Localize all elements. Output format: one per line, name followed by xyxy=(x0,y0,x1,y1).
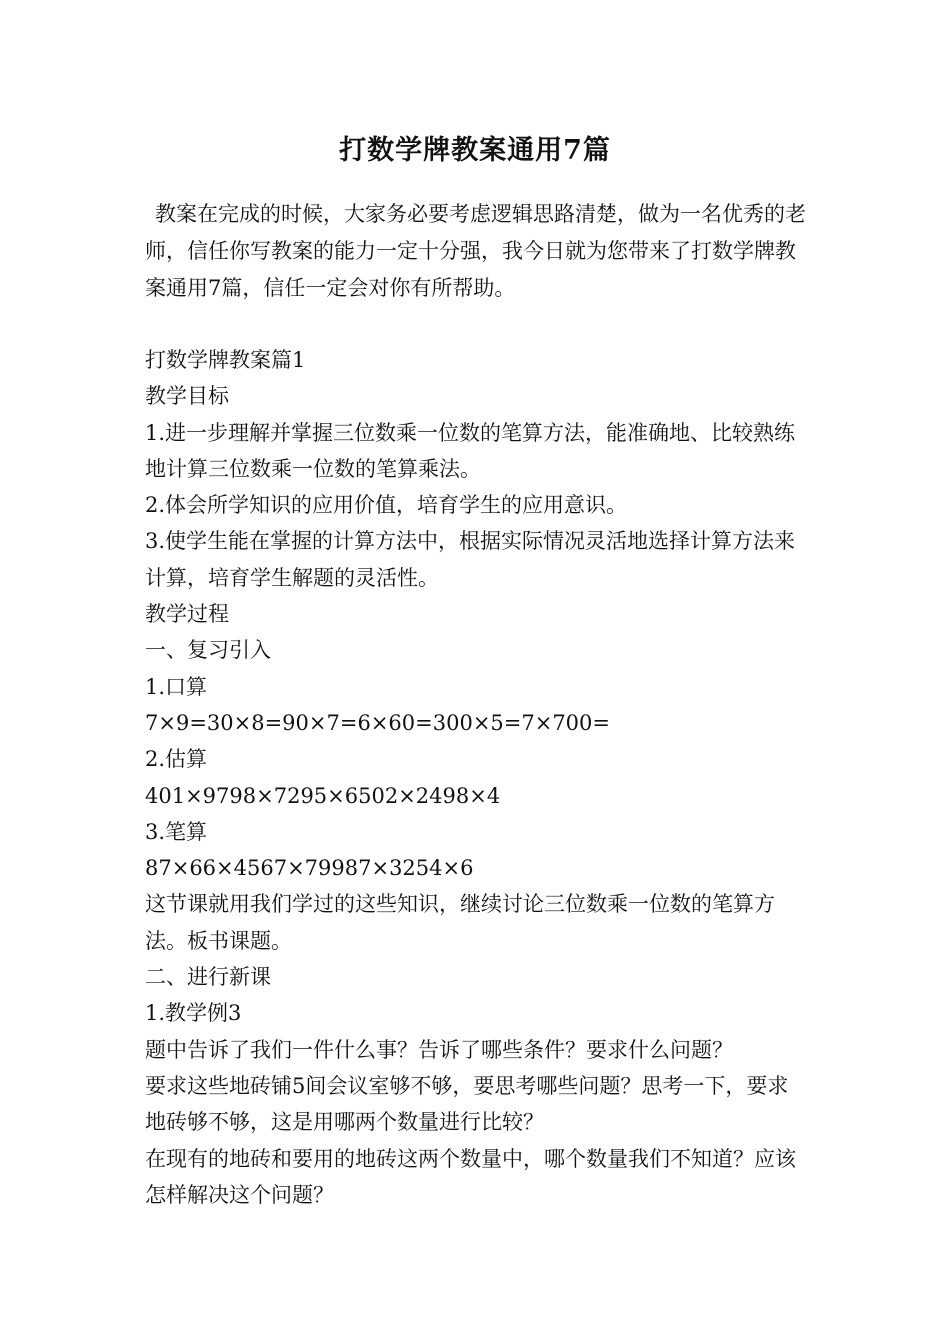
body-paragraph: 1.口算 xyxy=(145,674,208,699)
math-line: 87×66×4567×79987×3254×6 xyxy=(145,856,474,881)
document-body xyxy=(145,342,807,1213)
body-paragraph: 2.体会所学知识的应用价值，培育学生的应用意识。 xyxy=(145,493,628,518)
body-paragraph: 在现有的地砖和要用的地砖这两个数量中，哪个数量我们不知道？应该怎样解决这个问题？ xyxy=(145,1146,796,1207)
subheading: 教学过程 xyxy=(145,602,229,627)
subheading: 二、进行新课 xyxy=(145,965,271,990)
body-paragraph: 3.使学生能在掌握的计算方法中，根据实际情况灵活地选择计算方法来计算，培育学生解题的灵活性。 xyxy=(145,529,796,590)
body-paragraph: 题中告诉了我们一件什么事？告诉了哪些条件？要求什么问题？ xyxy=(145,1037,733,1062)
math-line: 7×9=30×8=90×7=6×60=300×5=7×700= xyxy=(145,710,611,735)
body-paragraph: 3.笔算 xyxy=(145,819,208,844)
document-title: 打数学牌教案通用7篇 xyxy=(339,135,611,166)
math-line: 401×9798×7295×6502×2498×4 xyxy=(145,783,501,808)
section-heading: 打数学牌教案篇1 xyxy=(145,348,306,372)
body-paragraph: 要求这些地砖铺5间会议室够不够，要思考哪些问题？思考一下，要求地砖够不够，这是用哪两个数量进行比较？ xyxy=(145,1073,789,1135)
body-paragraph: 1.教学例3 xyxy=(145,1001,242,1026)
body-paragraph: 2.估算 xyxy=(145,747,208,772)
body-paragraph: 1.进一步理解并掌握三位数乘一位数的笔算方法，能准确地、比较熟练地计算三位数乘一位数的笔算乘法。 xyxy=(145,420,796,481)
subheading: 教学目标 xyxy=(145,384,229,409)
intro-paragraph: 教案在完成的时候，大家务必要考虑逻辑思路清楚，做为一名优秀的老师，信任你写教案的能力一定十分强，我今日就为您带来了打数学牌教案通用7篇，信任一定会对你有所帮助。 xyxy=(145,202,806,300)
body-paragraph: 这节课就用我们学过的这些知识，继续讨论三位数乘一位数的笔算方法。板书课题。 xyxy=(145,892,775,953)
subheading: 一、复习引入 xyxy=(145,638,271,663)
